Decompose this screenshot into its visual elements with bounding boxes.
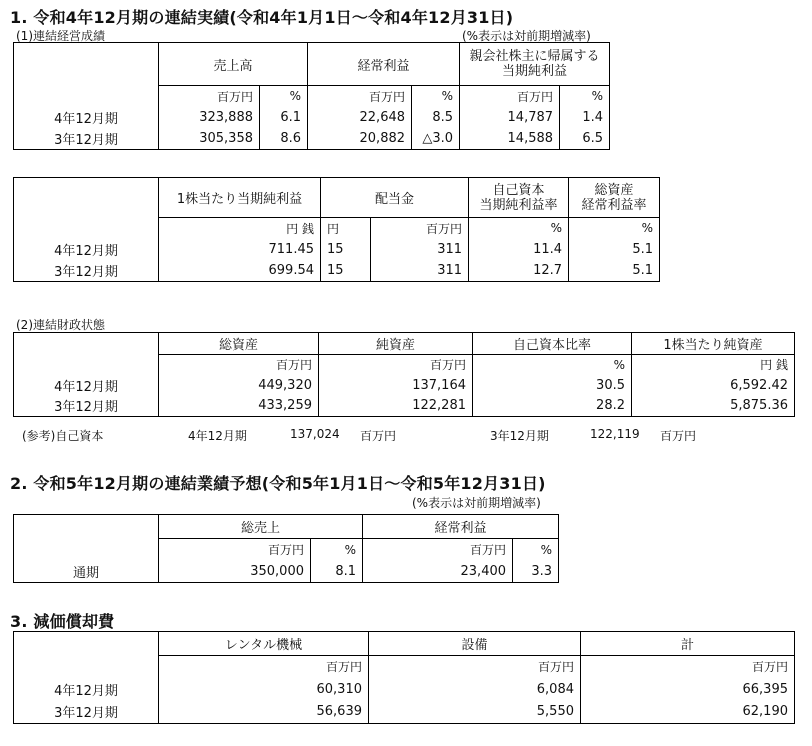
value-cell: 60,310 xyxy=(159,678,369,701)
header-roe: 自己資本 当期純利益率 xyxy=(469,178,569,218)
value-cell: 311 xyxy=(371,260,469,282)
value-cell: 5,550 xyxy=(369,701,581,724)
header-dividend: 配当金 xyxy=(321,178,469,218)
header-equipment: 設備 xyxy=(369,632,581,656)
value-cell: 5.1 xyxy=(569,260,660,282)
table-row xyxy=(14,396,795,417)
unit-cell: % xyxy=(311,539,363,561)
header-bps: 1株当たり純資産 xyxy=(632,333,795,355)
label-cell xyxy=(14,355,159,375)
value-cell: 56,639 xyxy=(159,701,369,724)
value-cell: 122,281 xyxy=(319,396,473,417)
reference-period-1: 4年12月期 xyxy=(188,429,247,443)
label-cell xyxy=(14,656,159,678)
value-cell: 323,888 xyxy=(159,107,260,128)
corner-cell xyxy=(14,333,159,355)
unit-cell: 百万円 xyxy=(159,539,311,561)
value-cell: 22,648 xyxy=(308,107,412,128)
value-cell: 62,190 xyxy=(581,701,795,724)
label-cell xyxy=(14,218,159,239)
table-row xyxy=(14,561,559,583)
section1-subtitle-financial: (2)連結財政状態 xyxy=(16,318,105,332)
corner-cell xyxy=(14,515,159,539)
value-cell: 15 xyxy=(321,260,371,282)
unit-cell: 百万円 xyxy=(363,539,513,561)
corner-cell xyxy=(14,632,159,656)
value-cell: 8.1 xyxy=(311,561,363,583)
value-cell: 30.5 xyxy=(473,375,632,396)
row-label: 3年12月期 xyxy=(14,701,159,724)
value-cell: 699.54 xyxy=(159,260,321,282)
value-cell: 5.1 xyxy=(569,239,660,260)
row-label: 通期 xyxy=(14,561,159,583)
unit-cell: 百万円 xyxy=(308,86,412,107)
unit-cell: 百万円 xyxy=(159,656,369,678)
header-equity-ratio: 自己資本比率 xyxy=(473,333,632,355)
per-share-table xyxy=(13,177,660,282)
reference-label: (参考)自己資本 xyxy=(22,429,104,443)
unit-cell: % xyxy=(513,539,559,561)
value-cell: 137,164 xyxy=(319,375,473,396)
value-cell: 305,358 xyxy=(159,128,260,150)
value-cell: 350,000 xyxy=(159,561,311,583)
row-label: 3年12月期 xyxy=(14,396,159,417)
section3-title: 3. 減価償却費 xyxy=(10,612,115,631)
unit-cell: % xyxy=(469,218,569,239)
financial-position-table xyxy=(13,332,795,417)
value-cell: 11.4 xyxy=(469,239,569,260)
value-cell: 8.5 xyxy=(412,107,460,128)
value-cell: 15 xyxy=(321,239,371,260)
unit-cell: % xyxy=(560,86,610,107)
unit-cell: 円 銭 xyxy=(632,355,795,375)
reference-unit-1: 百万円 xyxy=(360,429,397,443)
value-cell: 6,084 xyxy=(369,678,581,701)
value-cell: 3.3 xyxy=(513,561,559,583)
row-label: 3年12月期 xyxy=(14,260,159,282)
unit-cell: 百万円 xyxy=(581,656,795,678)
unit-cell: 円 銭 xyxy=(159,218,321,239)
row-label: 4年12月期 xyxy=(14,239,159,260)
reference-value-1: 137,024 xyxy=(290,427,340,441)
section2-note: (%表示は対前期増減率) xyxy=(412,496,541,510)
table-row xyxy=(14,239,660,260)
depreciation-table xyxy=(13,631,795,724)
table-row xyxy=(14,260,660,282)
table-row xyxy=(14,107,610,128)
unit-cell: % xyxy=(569,218,660,239)
reference-unit-2: 百万円 xyxy=(660,429,697,443)
value-cell: 6.5 xyxy=(560,128,610,150)
header-rental-machinery: レンタル機械 xyxy=(159,632,369,656)
value-cell: 8.6 xyxy=(260,128,308,150)
table-row xyxy=(14,128,610,150)
header-total: 計 xyxy=(581,632,795,656)
unit-cell: % xyxy=(473,355,632,375)
value-cell: 12.7 xyxy=(469,260,569,282)
operating-results-table xyxy=(13,42,610,150)
value-cell: 711.45 xyxy=(159,239,321,260)
section2-title: 2. 令和5年12月期の連結業績予想(令和5年1月1日～令和5年12月31日) xyxy=(10,474,546,493)
header-gross-sales: 総売上 xyxy=(159,515,363,539)
value-cell: 14,588 xyxy=(460,128,560,150)
table-row xyxy=(14,678,795,701)
reference-period-2: 3年12月期 xyxy=(490,429,549,443)
row-label: 4年12月期 xyxy=(14,375,159,396)
section1-note: (%表示は対前期増減率) xyxy=(462,29,591,43)
unit-cell: % xyxy=(412,86,460,107)
forecast-table xyxy=(13,514,559,583)
header-ordinary-profit: 経常利益 xyxy=(308,43,460,86)
section1-subtitle-operating: (1)連結経営成績 xyxy=(16,29,105,43)
value-cell: 5,875.36 xyxy=(632,396,795,417)
value-cell: 1.4 xyxy=(560,107,610,128)
header-sales: 売上高 xyxy=(159,43,308,86)
unit-cell: 百万円 xyxy=(371,218,469,239)
unit-cell: 円 xyxy=(321,218,371,239)
table-row xyxy=(14,375,795,396)
value-cell: 433,259 xyxy=(159,396,319,417)
value-cell: 23,400 xyxy=(363,561,513,583)
label-cell xyxy=(14,539,159,561)
header-roa: 総資産 経常利益率 xyxy=(569,178,660,218)
section1-title: 1. 令和4年12月期の連結実績(令和4年1月1日～令和4年12月31日) xyxy=(10,8,514,27)
value-cell: 66,395 xyxy=(581,678,795,701)
unit-cell: 百万円 xyxy=(460,86,560,107)
corner-cell xyxy=(14,178,159,218)
header-total-assets: 総資産 xyxy=(159,333,319,355)
label-cell xyxy=(14,86,159,107)
row-label: 4年12月期 xyxy=(14,107,159,128)
header-net-assets: 純資産 xyxy=(319,333,473,355)
header-ordinary-profit: 経常利益 xyxy=(363,515,559,539)
unit-cell: % xyxy=(260,86,308,107)
unit-cell: 百万円 xyxy=(159,355,319,375)
header-net-income: 親会社株主に帰属する 当期純利益 xyxy=(460,43,610,86)
corner-cell xyxy=(14,43,159,86)
value-cell: 20,882 xyxy=(308,128,412,150)
value-cell: 311 xyxy=(371,239,469,260)
unit-cell: 百万円 xyxy=(369,656,581,678)
header-eps: 1株当たり当期純利益 xyxy=(159,178,321,218)
table-row xyxy=(14,701,795,724)
unit-cell: 百万円 xyxy=(319,355,473,375)
value-cell: △3.0 xyxy=(412,128,460,150)
row-label: 3年12月期 xyxy=(14,128,159,150)
value-cell: 6.1 xyxy=(260,107,308,128)
reference-value-2: 122,119 xyxy=(590,427,640,441)
value-cell: 449,320 xyxy=(159,375,319,396)
unit-cell: 百万円 xyxy=(159,86,260,107)
value-cell: 6,592.42 xyxy=(632,375,795,396)
row-label: 4年12月期 xyxy=(14,678,159,701)
value-cell: 14,787 xyxy=(460,107,560,128)
value-cell: 28.2 xyxy=(473,396,632,417)
